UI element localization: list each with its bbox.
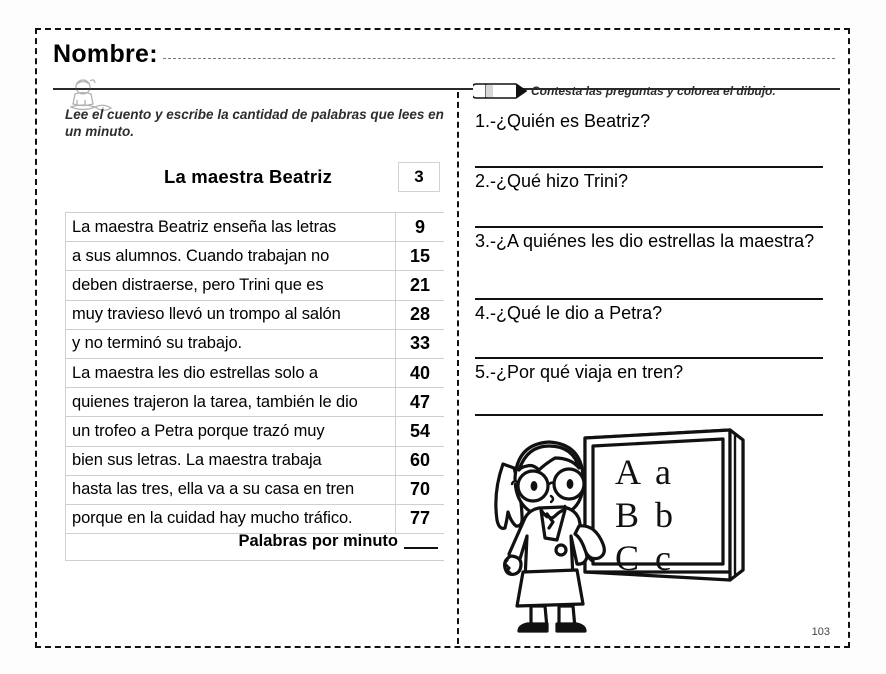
story-line-text: La maestra les dio estrellas solo a: [72, 363, 318, 382]
words-per-minute-row: [65, 522, 444, 561]
story-title-word-count: 3: [398, 162, 440, 192]
name-writing-line[interactable]: [163, 58, 835, 59]
right-column: [473, 74, 840, 644]
story-line-text: deben distraerse, pero Trini que es: [72, 275, 324, 294]
answer-line-3[interactable]: [475, 298, 823, 300]
story-line-text: a sus alumnos. Cuando trabajan no: [72, 246, 330, 265]
story-row: [66, 242, 444, 271]
story-line-count: 54: [395, 417, 444, 445]
story-row: [66, 271, 444, 300]
story-line-text: La maestra Beatriz enseña las letras: [72, 217, 337, 236]
story-table: [65, 212, 444, 534]
story-line-text: muy travieso llevó un trompo al salón: [72, 305, 341, 324]
answer-line-4[interactable]: [475, 357, 823, 359]
story-line-text: un trofeo a Petra porque trazó muy: [72, 421, 325, 440]
story-line-count: 28: [395, 301, 444, 329]
story-line-count: 15: [395, 242, 444, 270]
name-label: Nombre:: [53, 40, 158, 68]
question-1: 1.-¿Quién es Beatriz?: [475, 111, 651, 131]
answer-line-1[interactable]: [475, 166, 823, 168]
page-number: 103: [811, 626, 830, 638]
story-line-text: quienes trajeron la tarea, también le dio: [72, 392, 358, 411]
question-2: 2.-¿Qué hizo Trini?: [475, 171, 629, 191]
story-line-count: 47: [395, 388, 444, 416]
story-row: [66, 417, 444, 446]
story-row: [66, 330, 444, 359]
left-instruction-text: Lee el cuento y escribe la cantidad de palabras que lees en un minuto.: [65, 107, 444, 139]
question-5: 5.-¿Por qué viaja en tren?: [475, 362, 684, 382]
right-instruction-text: Contesta las preguntas y colorea el dibujo.: [531, 84, 776, 98]
story-line-text: y no terminó su trabajo.: [72, 334, 243, 353]
story-row: [66, 213, 444, 242]
story-line-count: 60: [395, 447, 444, 475]
right-instruction: [473, 80, 840, 104]
answer-line-5[interactable]: [475, 414, 823, 416]
story-line-text: hasta las tres, ella va a su casa en tren: [72, 480, 355, 499]
story-row: [66, 447, 444, 476]
story-title: La maestra Beatriz: [163, 166, 333, 187]
teacher-at-blackboard-illustration: [485, 422, 837, 637]
svg-text:C: C: [615, 538, 640, 578]
story-line-count: 33: [395, 330, 444, 358]
svg-text:A: A: [615, 452, 641, 492]
question-3: 3.-¿A quiénes les dio estrellas la maestra?: [475, 231, 815, 251]
question-4: 4.-¿Qué le dio a Petra?: [475, 303, 663, 323]
story-line-count: 70: [395, 476, 444, 504]
story-line-text: porque en la cuidad hay mucho tráfico.: [72, 509, 353, 528]
story-line-count: 77: [395, 505, 444, 533]
story-row: [66, 388, 444, 417]
svg-text:B: B: [615, 495, 640, 535]
column-divider: [457, 92, 459, 644]
story-row: [66, 301, 444, 330]
story-line-count: 9: [395, 213, 444, 241]
story-line-count: 40: [395, 359, 444, 387]
story-row: [66, 476, 444, 505]
answer-line-2[interactable]: [475, 226, 823, 228]
words-per-minute-label: Palabras por minuto: [238, 531, 398, 550]
svg-text:a: a: [655, 452, 671, 492]
story-title-row: [53, 162, 453, 196]
story-line-text: bien sus letras. La maestra trabaja: [72, 451, 322, 470]
story-line-count: 21: [395, 271, 444, 299]
svg-text:b: b: [655, 495, 673, 535]
story-row: [66, 359, 444, 388]
svg-text:c: c: [655, 538, 671, 578]
words-per-minute-blank[interactable]: [404, 534, 438, 549]
left-column: [53, 74, 453, 644]
pencil-icon: [473, 80, 531, 102]
worksheet-frame: [35, 28, 850, 648]
